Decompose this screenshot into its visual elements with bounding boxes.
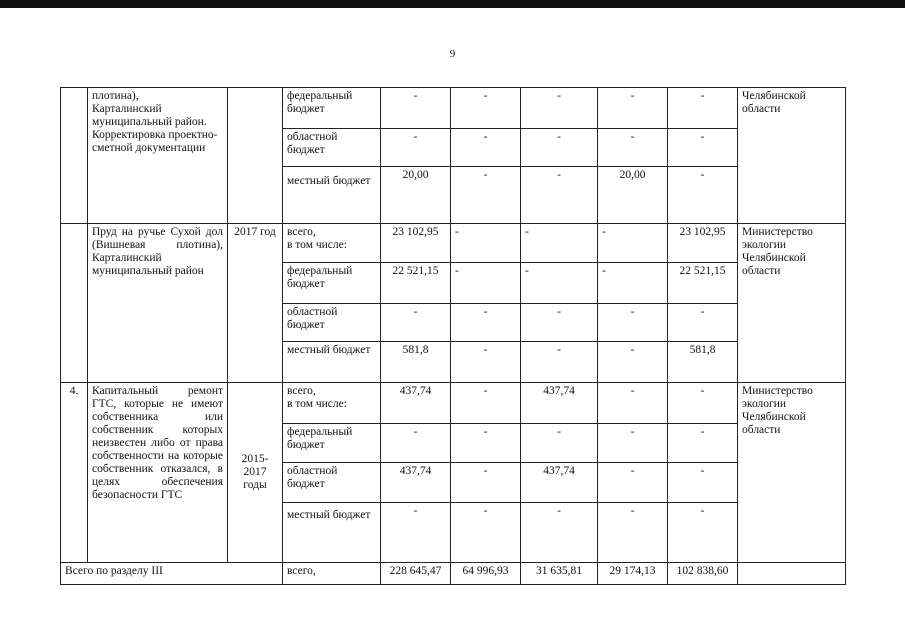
table-row <box>61 88 846 129</box>
index-cell <box>61 224 88 383</box>
value-cell: - <box>668 304 738 342</box>
index-cell <box>61 88 88 224</box>
value-cell: - <box>598 129 668 167</box>
value-cell: 581,8 <box>668 342 738 383</box>
page-number: 9 <box>449 48 456 60</box>
table-row <box>61 224 846 263</box>
value-cell: - <box>521 167 598 224</box>
period-cell <box>228 88 283 224</box>
total-value: 31 635,81 <box>521 563 598 585</box>
value-cell: - <box>598 463 668 503</box>
value-cell: 437,74 <box>521 383 598 424</box>
value-cell: 20,00 <box>598 167 668 224</box>
total-executor-cell <box>738 563 846 585</box>
value-cell: - <box>451 304 521 342</box>
value-cell: - <box>598 224 668 263</box>
value-cell: - <box>521 424 598 463</box>
value-cell: - <box>598 424 668 463</box>
value-cell: - <box>668 463 738 503</box>
value-cell: - <box>668 167 738 224</box>
executor-cell: Министерство экологии Челябинской области <box>738 224 846 383</box>
value-cell: - <box>381 88 451 129</box>
total-value: 228 645,47 <box>381 563 451 585</box>
page-top-border <box>0 0 905 8</box>
value-cell: - <box>598 88 668 129</box>
total-value: 29 174,13 <box>598 563 668 585</box>
object-cell: плотина), Карталинский муниципальный район. Корректировка проектно-сметной документации <box>88 88 228 224</box>
source-cell: местный бюджет <box>283 342 381 383</box>
value-cell: - <box>668 129 738 167</box>
source-cell: всего, в том числе: <box>283 224 381 263</box>
object-cell: Пруд на ручье Сухой дол (Вишневая плотина), Карталинский муниципальный район <box>88 224 228 383</box>
value-cell: - <box>521 224 598 263</box>
value-cell: - <box>381 503 451 563</box>
budget-table <box>60 87 846 585</box>
period-cell <box>228 383 283 563</box>
period-cell: 2017 год <box>228 224 283 383</box>
index-cell: 4. <box>61 383 88 563</box>
value-cell: - <box>668 503 738 563</box>
value-cell: 22 521,15 <box>668 263 738 304</box>
value-cell: - <box>668 383 738 424</box>
total-value: 102 838,60 <box>668 563 738 585</box>
value-cell: 437,74 <box>381 463 451 503</box>
value-cell: - <box>451 129 521 167</box>
value-cell: - <box>521 263 598 304</box>
total-label: Всего по разделу III <box>61 563 283 585</box>
value-cell: - <box>451 263 521 304</box>
source-cell: федеральный бюджет <box>283 263 381 304</box>
value-cell: - <box>668 424 738 463</box>
period-text: 2015- 2017 годы <box>241 453 269 491</box>
value-cell: - <box>598 503 668 563</box>
source-cell: всего, в том числе: <box>283 383 381 424</box>
value-cell: - <box>451 224 521 263</box>
value-cell: 581,8 <box>381 342 451 383</box>
value-cell: 20,00 <box>381 167 451 224</box>
value-cell: 23 102,95 <box>381 224 451 263</box>
value-cell: - <box>451 342 521 383</box>
source-cell: областной бюджет <box>283 304 381 342</box>
source-cell: местный бюджет <box>283 167 381 224</box>
value-cell: - <box>598 304 668 342</box>
value-cell: - <box>381 129 451 167</box>
value-cell: - <box>451 88 521 129</box>
source-cell: областной бюджет <box>283 129 381 167</box>
value-cell: 22 521,15 <box>381 263 451 304</box>
source-cell: федеральный бюджет <box>283 424 381 463</box>
value-cell: - <box>451 424 521 463</box>
value-cell: - <box>381 304 451 342</box>
source-cell: федеральный бюджет <box>283 88 381 129</box>
executor-cell: Челябинской области <box>738 88 846 224</box>
value-cell: - <box>451 463 521 503</box>
total-source: всего, <box>283 563 381 585</box>
value-cell: - <box>521 129 598 167</box>
executor-cell: Министерство экологии Челябинской области <box>738 383 846 563</box>
value-cell: - <box>598 263 668 304</box>
value-cell: - <box>668 88 738 129</box>
value-cell: 437,74 <box>521 463 598 503</box>
value-cell: 23 102,95 <box>668 224 738 263</box>
value-cell: - <box>521 342 598 383</box>
value-cell: - <box>598 342 668 383</box>
value-cell: - <box>598 383 668 424</box>
table-row <box>61 383 846 424</box>
value-cell: 437,74 <box>381 383 451 424</box>
value-cell: - <box>521 304 598 342</box>
value-cell: - <box>381 424 451 463</box>
value-cell: - <box>521 503 598 563</box>
total-row <box>61 563 846 585</box>
value-cell: - <box>521 88 598 129</box>
value-cell: - <box>451 503 521 563</box>
source-cell: местный бюджет <box>283 503 381 563</box>
total-value: 64 996,93 <box>451 563 521 585</box>
value-cell: - <box>451 383 521 424</box>
object-cell: Капитальный ремонт ГТС, которые не имеют собственника или собственник которых неизвестен либо от права собственности на которые собственник отказался, в целях обеспечения безопасности ГТС <box>88 383 228 563</box>
value-cell: - <box>451 167 521 224</box>
source-cell: областной бюджет <box>283 463 381 503</box>
